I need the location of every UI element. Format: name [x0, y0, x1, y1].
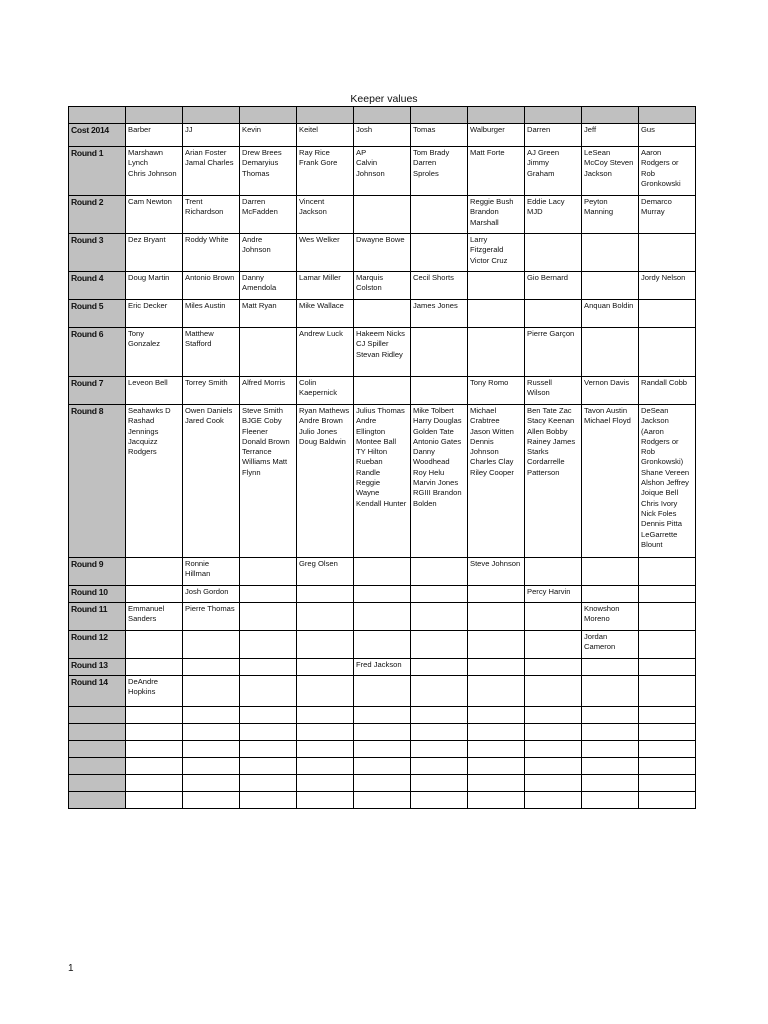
table-cell — [639, 676, 696, 707]
table-row — [69, 603, 696, 631]
table-cell — [183, 676, 240, 707]
table-cell: Tom Brady Darren Sproles — [411, 147, 468, 196]
table-row — [69, 659, 696, 676]
row-label — [69, 724, 126, 741]
table-cell: Dez Bryant — [126, 234, 183, 272]
table-cell — [240, 558, 297, 586]
table-cell: JJ — [183, 124, 240, 147]
table-cell — [411, 676, 468, 707]
table-cell — [183, 707, 240, 724]
table-cell — [183, 724, 240, 741]
table-row — [69, 300, 696, 328]
table-cell — [297, 707, 354, 724]
table-cell: Josh Gordon — [183, 586, 240, 603]
table-cell: Anquan Boldin — [582, 300, 639, 328]
table-row — [69, 724, 696, 741]
table-cell: DeAndre Hopkins — [126, 676, 183, 707]
table-cell — [582, 724, 639, 741]
table-cell — [468, 741, 525, 758]
header-band-cell — [297, 107, 354, 124]
table-row — [69, 558, 696, 586]
table-cell: Andre Johnson — [240, 234, 297, 272]
table-cell: Cam Newton — [126, 196, 183, 234]
table-row — [69, 792, 696, 809]
row-label: Round 6 — [69, 328, 126, 377]
table-cell — [240, 792, 297, 809]
table-cell: Trent Richardson — [183, 196, 240, 234]
row-label: Round 4 — [69, 272, 126, 300]
table-cell — [354, 676, 411, 707]
table-cell — [582, 659, 639, 676]
table-cell — [468, 328, 525, 377]
table-cell — [411, 586, 468, 603]
table-cell — [582, 758, 639, 775]
table-cell: Walburger — [468, 124, 525, 147]
table-cell: DeSean Jackson (Aaron Rodgers or Rob Gronkowski) Shane Vereen Alshon Jeffrey Joique Bell Chris Ivory Nick Foles Dennis Pitta LeGarrette Blount — [639, 405, 696, 558]
table-cell: Pierre Garçon — [525, 328, 582, 377]
table-row — [69, 328, 696, 377]
table-cell — [639, 741, 696, 758]
table-cell: Tomas — [411, 124, 468, 147]
table-cell: Doug Martin — [126, 272, 183, 300]
table-cell — [639, 328, 696, 377]
table-cell — [354, 741, 411, 758]
table-cell — [183, 792, 240, 809]
table-cell: Drew Brees Demaryius Thomas — [240, 147, 297, 196]
row-label: Cost 2014 — [69, 124, 126, 147]
table-cell — [582, 741, 639, 758]
table-cell — [240, 741, 297, 758]
table-cell: Ryan Mathews Andre Brown Julio Jones Doug Baldwin — [297, 405, 354, 558]
table-cell — [582, 676, 639, 707]
table-cell — [240, 631, 297, 659]
table-cell — [582, 707, 639, 724]
header-band-cell — [69, 107, 126, 124]
row-label: Round 2 — [69, 196, 126, 234]
table-cell — [297, 676, 354, 707]
table-cell — [468, 659, 525, 676]
table-cell — [354, 586, 411, 603]
table-cell: Leveon Bell — [126, 377, 183, 405]
table-cell — [525, 234, 582, 272]
table-cell: Roddy White — [183, 234, 240, 272]
table-cell — [240, 328, 297, 377]
table-cell: Reggie Bush Brandon Marshall — [468, 196, 525, 234]
row-label: Round 9 — [69, 558, 126, 586]
table-cell — [582, 328, 639, 377]
row-label: Round 14 — [69, 676, 126, 707]
row-label — [69, 792, 126, 809]
row-label — [69, 758, 126, 775]
table-cell: Colin Kaepernick — [297, 377, 354, 405]
table-cell — [126, 631, 183, 659]
table-cell — [126, 707, 183, 724]
table-cell — [411, 724, 468, 741]
table-cell — [126, 724, 183, 741]
table-cell — [468, 707, 525, 724]
row-label: Round 13 — [69, 659, 126, 676]
row-label: Round 7 — [69, 377, 126, 405]
table-cell: Greg Olsen — [297, 558, 354, 586]
table-cell — [639, 234, 696, 272]
table-cell — [354, 631, 411, 659]
table-cell — [354, 707, 411, 724]
table-cell: Matt Ryan — [240, 300, 297, 328]
table-row — [69, 707, 696, 724]
table-cell: Fred Jackson — [354, 659, 411, 676]
header-band-cell — [411, 107, 468, 124]
table-cell: AJ Green Jimmy Graham — [525, 147, 582, 196]
table-cell — [126, 758, 183, 775]
table-cell: Marshawn Lynch Chris Johnson — [126, 147, 183, 196]
table-cell: Knowshon Moreno — [582, 603, 639, 631]
table-cell — [240, 758, 297, 775]
table-cell: Darren McFadden — [240, 196, 297, 234]
table-cell — [525, 741, 582, 758]
table-cell — [126, 741, 183, 758]
table-cell: Alfred Morris — [240, 377, 297, 405]
table-cell: Mike Tolbert Harry Douglas Golden Tate Antonio Gates Danny Woodhead Roy Helu Marvin Jones RGIII Brandon Bolden — [411, 405, 468, 558]
table-cell: Pierre Thomas — [183, 603, 240, 631]
table-row — [69, 405, 696, 558]
table-row — [69, 586, 696, 603]
table-cell — [468, 603, 525, 631]
table-cell: Ray Rice Frank Gore — [297, 147, 354, 196]
table-cell — [525, 707, 582, 724]
table-cell: Vincent Jackson — [297, 196, 354, 234]
table-cell — [411, 558, 468, 586]
table-cell: Andrew Luck — [297, 328, 354, 377]
table-cell: Miles Austin — [183, 300, 240, 328]
table-cell — [582, 272, 639, 300]
table-cell — [411, 603, 468, 631]
row-label: Round 5 — [69, 300, 126, 328]
header-band-cell — [582, 107, 639, 124]
table-cell — [354, 758, 411, 775]
table-cell — [240, 775, 297, 792]
header-band-row — [69, 107, 696, 124]
table-cell — [240, 707, 297, 724]
table-cell — [411, 631, 468, 659]
table-cell — [126, 775, 183, 792]
table-cell — [354, 196, 411, 234]
table-cell: Gio Bernard — [525, 272, 582, 300]
table-cell: Josh — [354, 124, 411, 147]
table-cell — [297, 792, 354, 809]
table-cell — [639, 300, 696, 328]
table-row — [69, 234, 696, 272]
table-cell — [183, 631, 240, 659]
table-cell — [525, 792, 582, 809]
table-cell — [297, 631, 354, 659]
table-cell: Emmanuel Sanders — [126, 603, 183, 631]
table-cell — [639, 724, 696, 741]
keeper-values-table — [68, 106, 696, 809]
table-cell — [468, 724, 525, 741]
table-cell: Julius Thomas Andre Ellington Montee Ball TY Hilton Rueban Randle Reggie Wayne Kendall Hunter — [354, 405, 411, 558]
table-cell — [639, 603, 696, 631]
row-label — [69, 775, 126, 792]
table-row — [69, 631, 696, 659]
table-cell — [582, 558, 639, 586]
table-cell: Jordy Nelson — [639, 272, 696, 300]
table-row — [69, 196, 696, 234]
table-cell: Jeff — [582, 124, 639, 147]
table-cell: Antonio Brown — [183, 272, 240, 300]
table-cell — [639, 659, 696, 676]
table-cell — [240, 724, 297, 741]
table-cell — [240, 603, 297, 631]
header-band-cell — [525, 107, 582, 124]
table-cell: Aaron Rodgers or Rob Gronkowski — [639, 147, 696, 196]
table-cell — [468, 300, 525, 328]
table-cell: Hakeem Nicks CJ Spiller Stevan Ridley — [354, 328, 411, 377]
sheet-title: Keeper values — [350, 93, 418, 105]
header-band-cell — [183, 107, 240, 124]
table-cell: Vernon Davis — [582, 377, 639, 405]
table-cell — [525, 631, 582, 659]
table-cell — [468, 272, 525, 300]
table-cell: Gus — [639, 124, 696, 147]
table-cell: Demarco Murray — [639, 196, 696, 234]
table-cell: Peyton Manning — [582, 196, 639, 234]
table-cell — [126, 659, 183, 676]
table-cell — [354, 603, 411, 631]
table-cell: Michael Crabtree Jason Witten Dennis Johnson Charles Clay Riley Cooper — [468, 405, 525, 558]
table-cell: Percy Harvin — [525, 586, 582, 603]
table-cell: Eric Decker — [126, 300, 183, 328]
header-band-cell — [639, 107, 696, 124]
table-cell — [411, 196, 468, 234]
header-band-cell — [126, 107, 183, 124]
table-cell: Tony Gonzalez — [126, 328, 183, 377]
row-label — [69, 707, 126, 724]
table-row — [69, 741, 696, 758]
row-label: Round 10 — [69, 586, 126, 603]
table-cell — [411, 775, 468, 792]
table-cell — [411, 707, 468, 724]
table-cell — [582, 586, 639, 603]
table-cell — [582, 792, 639, 809]
table-cell — [297, 586, 354, 603]
table-cell — [126, 792, 183, 809]
table-row — [69, 147, 696, 196]
table-cell: AP Calvin Johnson — [354, 147, 411, 196]
table-cell — [183, 775, 240, 792]
table-cell — [354, 377, 411, 405]
table-cell — [525, 758, 582, 775]
header-band-cell — [354, 107, 411, 124]
table-cell — [411, 792, 468, 809]
table-cell — [525, 558, 582, 586]
table-cell — [468, 676, 525, 707]
table-cell — [240, 659, 297, 676]
row-label: Round 11 — [69, 603, 126, 631]
table-cell — [126, 558, 183, 586]
table-cell: Ben Tate Zac Stacy Keenan Allen Bobby Rainey James Starks Cordarrelle Patterson — [525, 405, 582, 558]
table-row — [69, 272, 696, 300]
header-band-cell — [240, 107, 297, 124]
table-cell: Arian Foster Jamal Charles — [183, 147, 240, 196]
table-cell — [525, 300, 582, 328]
table-cell — [525, 676, 582, 707]
table-cell — [582, 234, 639, 272]
table-cell: Jordan Cameron — [582, 631, 639, 659]
table-cell — [354, 300, 411, 328]
table-cell — [126, 586, 183, 603]
table-cell — [639, 792, 696, 809]
table-cell — [297, 659, 354, 676]
table-cell — [525, 775, 582, 792]
table-cell: Steve Johnson — [468, 558, 525, 586]
table-cell — [639, 707, 696, 724]
table-cell — [183, 659, 240, 676]
table-cell — [525, 724, 582, 741]
table-cell — [297, 758, 354, 775]
table-cell — [297, 603, 354, 631]
table-cell — [582, 775, 639, 792]
header-band-cell — [468, 107, 525, 124]
page-number: 1 — [68, 963, 74, 974]
table-cell — [468, 758, 525, 775]
table-cell: Owen Daniels Jared Cook — [183, 405, 240, 558]
table-row — [69, 676, 696, 707]
table-cell — [468, 631, 525, 659]
table-cell: Steve Smith BJGE Coby Fleener Donald Brown Terrance Williams Matt Flynn — [240, 405, 297, 558]
row-label — [69, 741, 126, 758]
table-cell — [297, 724, 354, 741]
table-cell — [525, 659, 582, 676]
table-row — [69, 377, 696, 405]
table-row — [69, 758, 696, 775]
table-cell: Danny Amendola — [240, 272, 297, 300]
table-cell — [411, 659, 468, 676]
table-cell — [468, 775, 525, 792]
table-cell — [297, 775, 354, 792]
table-cell: Tony Romo — [468, 377, 525, 405]
table-cell: LeSean McCoy Steven Jackson — [582, 147, 639, 196]
table-cell — [411, 741, 468, 758]
table-cell — [639, 586, 696, 603]
table-cell: Wes Welker — [297, 234, 354, 272]
table-cell: Keitel — [297, 124, 354, 147]
table-cell: James Jones — [411, 300, 468, 328]
table-cell — [240, 586, 297, 603]
table-cell — [639, 775, 696, 792]
table-cell — [354, 775, 411, 792]
table-cell — [183, 741, 240, 758]
table-row — [69, 775, 696, 792]
row-label: Round 3 — [69, 234, 126, 272]
table-cell: Larry Fitzgerald Victor Cruz — [468, 234, 525, 272]
table-cell — [639, 758, 696, 775]
row-label: Round 12 — [69, 631, 126, 659]
row-label: Round 8 — [69, 405, 126, 558]
table-cell: Kevin — [240, 124, 297, 147]
table-cell — [411, 377, 468, 405]
table-cell: Lamar Miller — [297, 272, 354, 300]
table-cell — [468, 792, 525, 809]
table-body — [69, 107, 696, 809]
table-cell: Ronnie Hillman — [183, 558, 240, 586]
table-cell: Torrey Smith — [183, 377, 240, 405]
table-cell: Mike Wallace — [297, 300, 354, 328]
table-cell — [525, 603, 582, 631]
table-row — [69, 124, 696, 147]
table-cell — [354, 558, 411, 586]
table-cell: Cecil Shorts — [411, 272, 468, 300]
table-cell — [183, 758, 240, 775]
table-cell: Darren — [525, 124, 582, 147]
table-cell — [411, 758, 468, 775]
table-cell: Barber — [126, 124, 183, 147]
table-cell — [354, 724, 411, 741]
table-cell — [240, 676, 297, 707]
table-cell: Dwayne Bowe — [354, 234, 411, 272]
table-cell: Matt Forte — [468, 147, 525, 196]
table-cell: Tavon Austin Michael Floyd — [582, 405, 639, 558]
table-cell — [411, 234, 468, 272]
table-cell: Eddie Lacy MJD — [525, 196, 582, 234]
table-cell: Marquis Colston — [354, 272, 411, 300]
table-cell: Matthew Stafford — [183, 328, 240, 377]
table-cell — [354, 792, 411, 809]
table-cell — [297, 741, 354, 758]
table-cell — [639, 631, 696, 659]
table-cell: Seahawks D Rashad Jennings Jacquizz Rodgers — [126, 405, 183, 558]
table-cell — [468, 586, 525, 603]
table-cell: Randall Cobb — [639, 377, 696, 405]
row-label: Round 1 — [69, 147, 126, 196]
table-cell — [411, 328, 468, 377]
table-cell: Russell Wilson — [525, 377, 582, 405]
table-cell — [639, 558, 696, 586]
